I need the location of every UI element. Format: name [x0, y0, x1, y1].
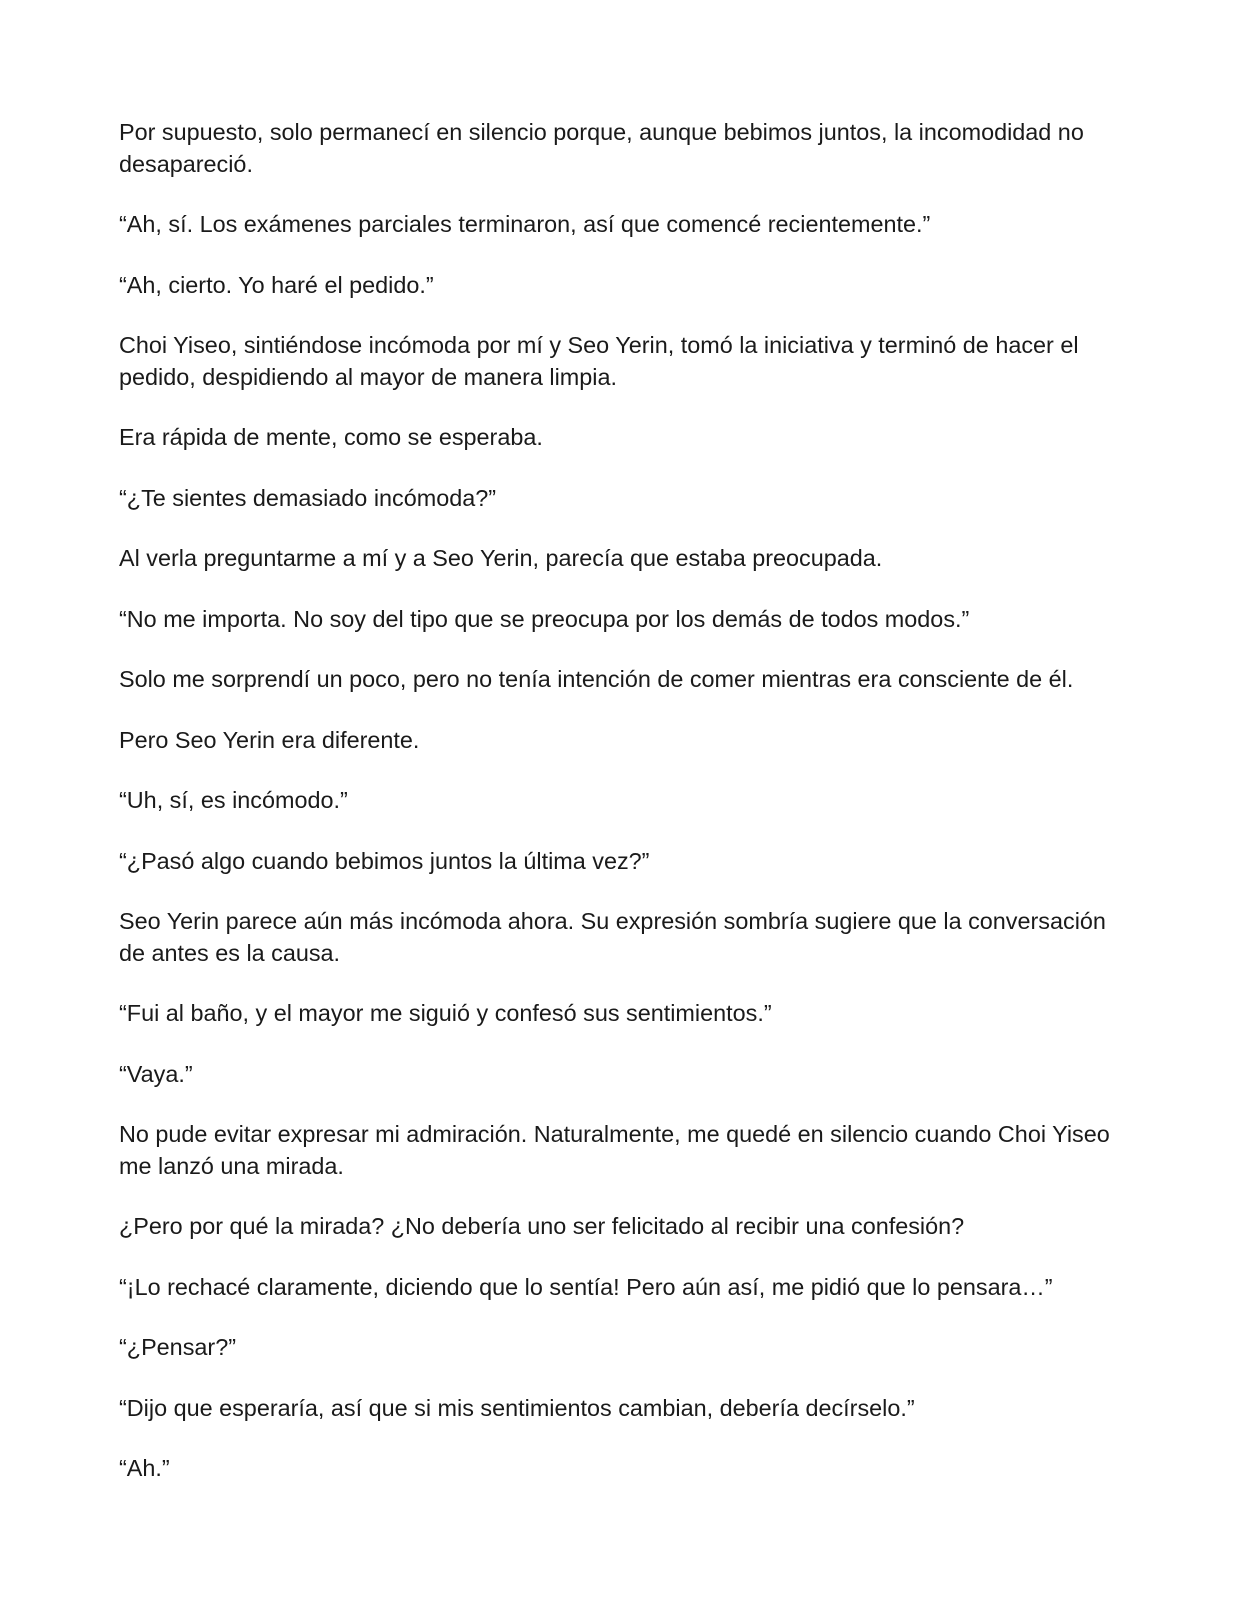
- paragraph: “Uh, sí, es incómodo.”: [119, 787, 348, 813]
- paragraph: “Fui al baño, y el mayor me siguió y confesó sus sentimientos.”: [119, 1000, 772, 1026]
- paragraph: “¿Te sientes demasiado incómoda?”: [119, 484, 497, 511]
- paragraph: “Ah, sí. Los exámenes parciales terminaron, así que comencé recientemente.”: [119, 211, 931, 237]
- paragraph: “Dijo que esperaría, así que si mis sentimientos cambian, debería decírselo.”: [119, 1394, 915, 1421]
- paragraph: Era rápida de mente, como se esperaba.: [119, 424, 543, 450]
- paragraph: “¿Pensar?”: [119, 1334, 236, 1360]
- paragraph: “¡Lo rechacé claramente, diciendo que lo sentía! Pero aún así, me pidió que lo pensara…”: [119, 1273, 1053, 1300]
- paragraph: Por supuesto, solo permanecí en silencio porque, aunque bebimos juntos, la incomodidad no desapareció.: [119, 119, 1084, 177]
- paragraph: “Ah.”: [119, 1455, 170, 1481]
- paragraph: “No me importa. No soy del tipo que se preocupa por los demás de todos modos.”: [119, 605, 970, 632]
- paragraph: Seo Yerin parece aún más incómoda ahora. Su expresión sombría sugiere que la conversación de antes es la causa.: [119, 908, 1106, 966]
- paragraph: Al verla preguntarme a mí y a Seo Yerin, parecía que estaba preocupada.: [119, 545, 883, 571]
- paragraph: “¿Pasó algo cuando bebimos juntos la última vez?”: [119, 847, 650, 874]
- paragraph: No pude evitar expresar mi admiración. Naturalmente, me quedé en silencio cuando Choi Yiseo me lanzó una mirada.: [119, 1121, 1110, 1179]
- paragraph: ¿Pero por qué la mirada? ¿No debería uno ser felicitado al recibir una confesión?: [119, 1213, 965, 1239]
- paragraph: Pero Seo Yerin era diferente.: [119, 726, 420, 753]
- paragraph: “Vaya.”: [119, 1060, 193, 1087]
- paragraph: Solo me sorprendí un poco, pero no tenía intención de comer mientras era consciente de él.: [119, 666, 1074, 692]
- paragraph: Choi Yiseo, sintiéndose incómoda por mí y Seo Yerin, tomó la iniciativa y terminó de hacer el pedido, despidiendo al mayor de manera limpia.: [119, 332, 1079, 390]
- paragraph: “Ah, cierto. Yo haré el pedido.”: [119, 271, 434, 298]
